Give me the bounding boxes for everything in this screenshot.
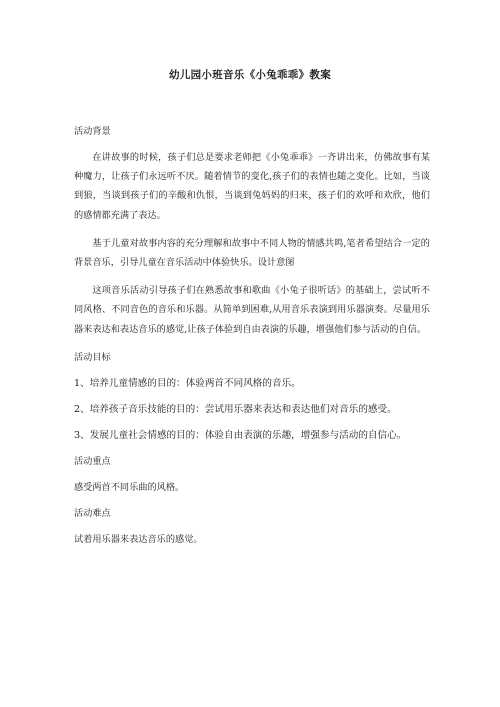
section-heading-key-point: 活动重点 — [74, 455, 111, 467]
key-point-text: 感受两首不同乐曲的风格。 — [74, 481, 185, 493]
goal-item: 2、培养孩子音乐技能的目的：尝试用乐器来表达和表达他们对音乐的感受。 — [74, 403, 397, 415]
section-heading-goals: 活动目标 — [74, 351, 111, 363]
section-heading-background: 活动背景 — [74, 126, 111, 137]
section-heading-difficulty: 活动难点 — [74, 507, 111, 519]
paragraph-background-2: 基于儿童对故事内容的充分理解和故事中不同人物的情感共鸣,笔者希望结合一定的背景音乐，引导儿童在音乐活动中体验快乐。设计意图 — [74, 237, 430, 269]
paragraph-background-1: 在讲故事的时候，孩子们总是要求老师把《小兔乖乖》一齐讲出来，仿佛故事有某种魔力，让孩子们永远听不厌。随着情节的变化,孩子们的表情也随之变化。比如，当谈到狼，当谈到孩子们的辛酸和仇恨，当谈到兔妈妈的归来，孩子们的欢呼和欢欣，他们的感情都充满了表达。 — [74, 152, 430, 221]
document-title: 幼儿园小班音乐《小兔乖乖》教案 — [169, 69, 331, 81]
goal-item: 1、培养儿童情感的目的：体验两首不同风格的音乐。 — [74, 377, 301, 389]
document-body — [74, 122, 430, 556]
goal-item: 3、发展儿童社会情感的目的：体验自由表演的乐趣，增强参与活动的自信心。 — [74, 429, 407, 441]
paragraph-background-3: 这项音乐活动引导孩子们在熟悉故事和歌曲《小兔子很听话》的基础上，尝试听不同风格、不同音色的音乐和乐器。从简单到困难,从用音乐表演到用乐器演奏。尽量用乐器来表达和表达音乐的感觉,让孩子体验到自由表演的乐趣，增强他们参与活动的自信。 — [74, 285, 430, 335]
difficulty-text: 试着用乐器来表达音乐的感觉。 — [74, 533, 203, 545]
